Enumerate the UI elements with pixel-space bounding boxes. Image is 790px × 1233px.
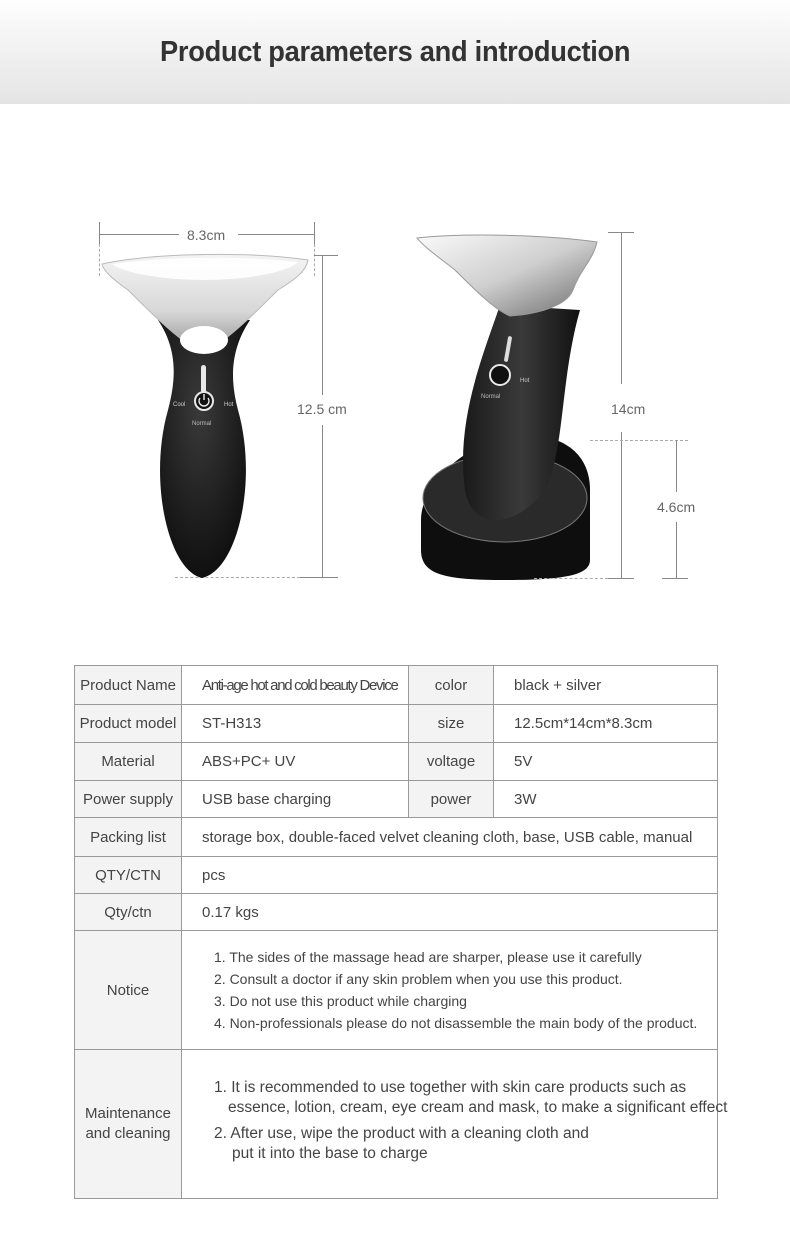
width-dimension-label: 8.3cm	[187, 227, 226, 243]
notice-item: 3. Do not use this product while charging	[214, 993, 467, 1009]
base-bottom-guide	[534, 578, 608, 579]
total-height-label: 14cm	[611, 401, 646, 417]
normal-label: Normal	[192, 421, 212, 427]
base-height-line-bottom	[676, 522, 677, 578]
notice-item: 1. The sides of the massage head are sharper, please use it carefully	[214, 949, 642, 965]
total-height-bottom-tick	[608, 578, 634, 579]
maintenance-content	[182, 1050, 728, 1199]
height-dim-top-tick	[314, 255, 338, 256]
front-view-device-image	[98, 250, 314, 580]
maintenance-label-line1: Maintenance	[85, 1105, 171, 1122]
size-value: 12.5cm*14cm*8.3cm	[494, 705, 718, 743]
power-label: power	[409, 781, 494, 818]
material-value: ABS+PC+ UV	[182, 743, 409, 781]
total-height-line-top	[621, 232, 622, 384]
color-value: black + silver	[494, 666, 718, 705]
notice-item: 2. Consult a doctor if any skin problem when you use this product.	[214, 971, 623, 987]
maintenance-item-1-line2: essence, lotion, cream, eye cream and mask, to make a significant effect	[228, 1099, 728, 1116]
table-row	[75, 743, 718, 781]
maintenance-item-2-line1: 2. After use, wipe the product with a cleaning cloth and	[214, 1125, 589, 1142]
base-height-bottom-tick	[662, 578, 688, 579]
packing-list-label: Packing list	[75, 818, 182, 857]
table-row	[75, 931, 718, 1050]
height-dimension-label: 12.5 cm	[297, 401, 347, 417]
voltage-value: 5V	[494, 743, 718, 781]
product-name-value: Anti-age hot and cold beauty Device	[182, 666, 409, 705]
power-value: 3W	[494, 781, 718, 818]
side-normal-label: Normal	[481, 394, 501, 400]
material-label: Material	[75, 743, 182, 781]
power-supply-label: Power supply	[75, 781, 182, 818]
width-dim-line-right	[238, 234, 314, 235]
table-row	[75, 666, 718, 705]
table-row	[75, 818, 718, 857]
spec-table	[74, 665, 728, 1199]
width-dim-right-tick	[314, 222, 315, 244]
table-row	[75, 781, 718, 818]
qty-ctn-label: QTY/CTN	[75, 857, 182, 894]
notice-label: Notice	[75, 931, 182, 1050]
voltage-label: voltage	[409, 743, 494, 781]
width-dim-line-left	[99, 234, 179, 235]
product-model-value: ST-H313	[182, 705, 409, 743]
height-dim-line-top	[322, 255, 323, 395]
base-height-label: 4.6cm	[657, 499, 696, 515]
side-view-device-image	[415, 230, 605, 582]
maintenance-label-line2: and cleaning	[85, 1125, 171, 1142]
weight-value: 0.17 kgs	[182, 894, 718, 931]
maintenance-label	[75, 1050, 182, 1199]
cool-label: Cool	[173, 402, 186, 408]
packing-list-value: storage box, double-faced velvet cleaning cloth, base, USB cable, manual	[182, 818, 718, 857]
table-row	[75, 894, 718, 931]
height-dim-line-bottom	[322, 425, 323, 577]
table-row	[75, 857, 718, 894]
weight-label: Qty/ctn	[75, 894, 182, 931]
notice-content	[182, 931, 718, 1050]
size-label: size	[409, 705, 494, 743]
qty-ctn-value: pcs	[182, 857, 718, 894]
base-top-guide	[590, 440, 688, 441]
power-supply-value: USB base charging	[182, 781, 409, 818]
color-label: color	[409, 666, 494, 705]
total-height-line-bottom	[621, 432, 622, 578]
notice-item: 4. Non-professionals please do not disassemble the main body of the product.	[214, 1015, 698, 1031]
table-row	[75, 705, 718, 743]
maintenance-item-1-line1: 1. It is recommended to use together with skin care products such as	[214, 1079, 687, 1096]
width-guide-right	[314, 244, 315, 276]
side-hot-label: Hot	[520, 378, 530, 384]
page-header	[0, 0, 790, 104]
base-height-line-top	[676, 440, 677, 492]
hot-label: Hot	[224, 402, 234, 408]
page-title: Product parameters and introduction	[159, 35, 631, 68]
product-name-label: Product Name	[75, 666, 182, 705]
width-dim-left-tick	[99, 222, 100, 244]
table-row	[75, 1050, 718, 1199]
product-model-label: Product model	[75, 705, 182, 743]
maintenance-item-2-line2: put it into the base to charge	[232, 1145, 428, 1162]
